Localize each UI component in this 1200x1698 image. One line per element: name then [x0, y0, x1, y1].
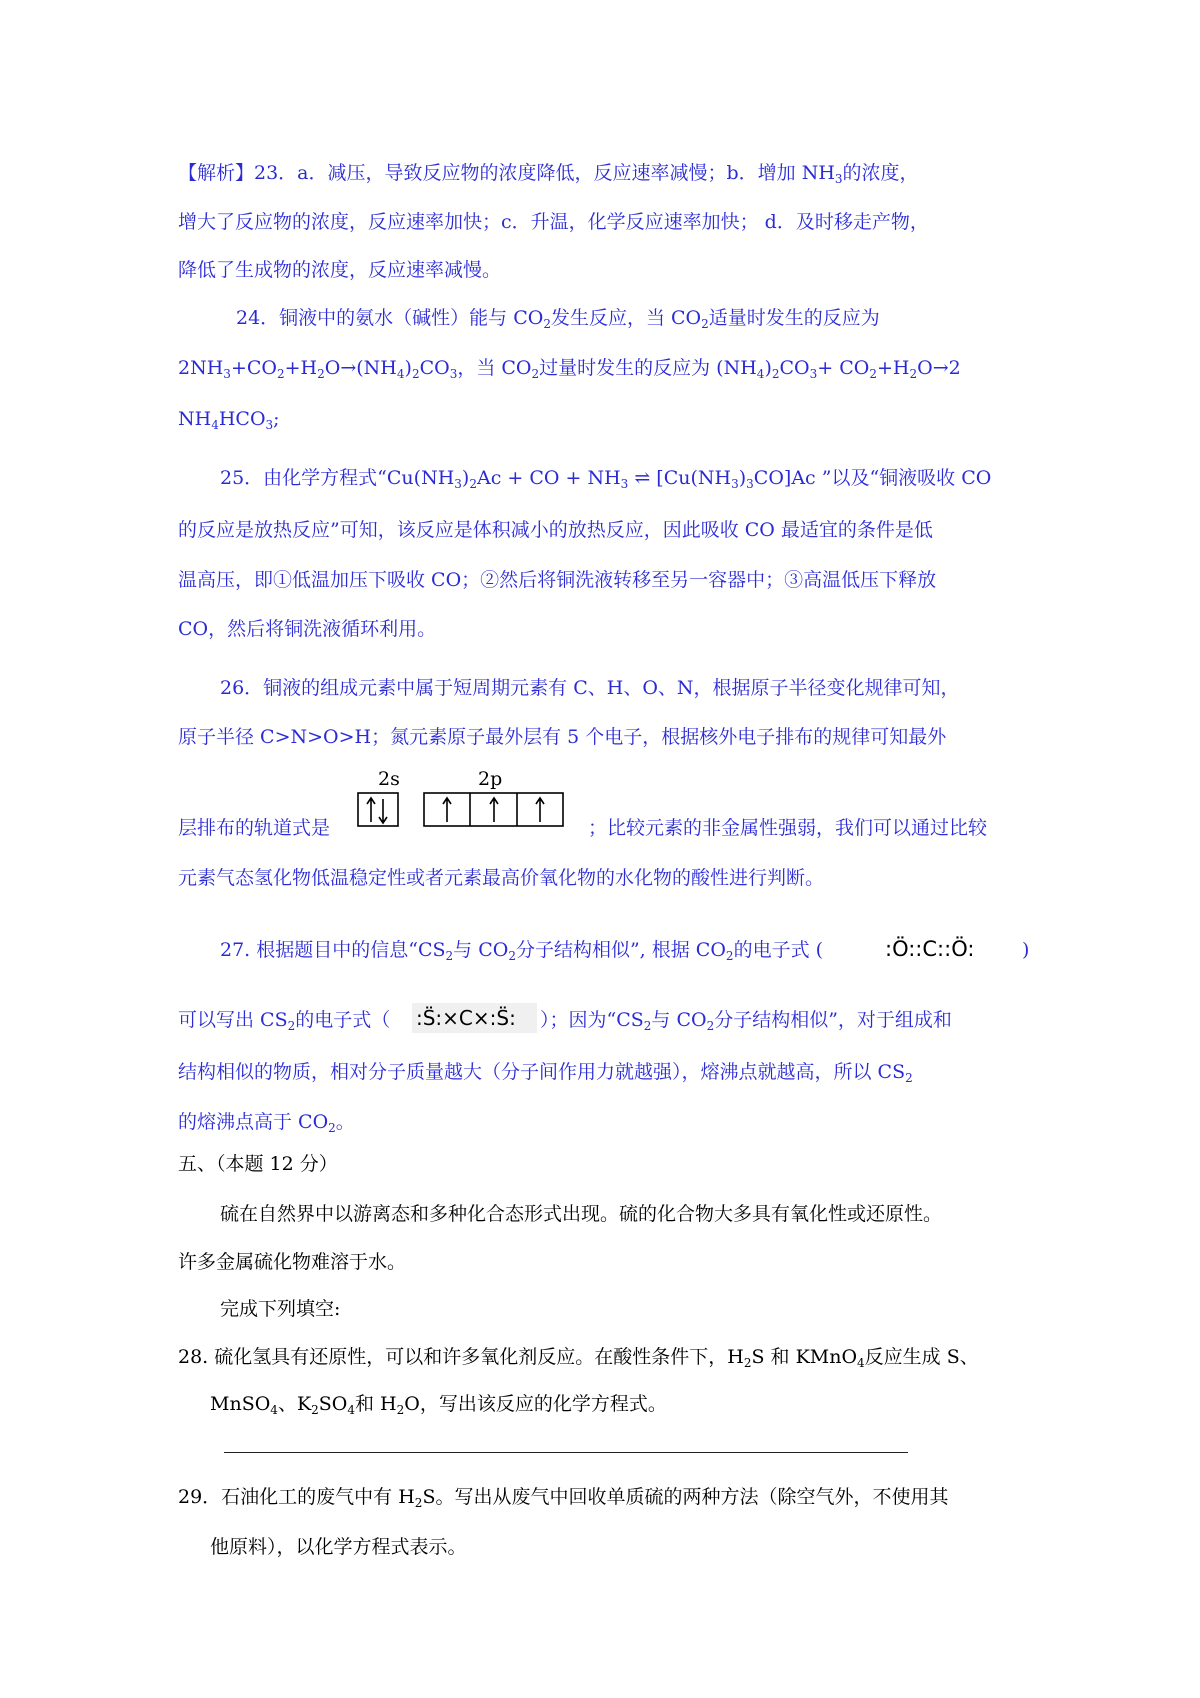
cs2-electron-formula	[412, 1003, 537, 1033]
answer-25-line-1: 25．由化学方程式“$Cu(NH_3)_2Ac$ + CO + $NH_3$ ⇌ $[Cu(NH_3)_3CO]Ac$ ”以及“铜液吸收 CO	[220, 467, 992, 491]
answer-27-line-1-close: )	[1022, 939, 1030, 961]
section-5-para-2: 许多金属硫化物难溶于水。	[178, 1251, 407, 1273]
answer-23-line-3: 降低了生成物的浓度，反应速率减慢。	[178, 259, 502, 281]
orbital-diagram	[356, 768, 568, 830]
answer-25-line-2: 的反应是放热反应”可知，该反应是体积减小的放热反应，因此吸收 CO 最适宜的条件是低	[178, 519, 933, 541]
answer-24-line-2: $2NH_3+CO_2+H_2O\to(NH_4)_2CO_3$，当 $CO_2$过量时发生的反应为 $(NH_4)_2CO_3+ CO_2+H_2O\to 2$	[178, 357, 961, 381]
answer-25-line-3: 温高压，即①低温加压下吸收 CO；②然后将铜洗液转移至另一容器中；③高温低压下释放	[178, 569, 937, 591]
svg-text::Ö::C::Ö:: :Ö::C::Ö:	[885, 937, 975, 961]
orbital-2p-label: 2p	[478, 768, 503, 790]
question-28-line-2: MnSO$_4$、$K_2SO_4$和 $H_2O$，写出该反应的化学方程式。	[210, 1393, 667, 1417]
section-5-para-1: 硫在自然界中以游离态和多种化合态形式出现。硫的化合物大多具有氧化性或还原性。	[220, 1203, 943, 1225]
answer-24-line-3: $NH_4HCO_3$;	[178, 408, 280, 432]
answer-27-line-1: 27. 根据题目中的信息“$CS_2$与 $CO_2$分子结构相似”, 根据 $CO_2$的电子式 (	[220, 939, 824, 963]
answer-26-line-3b: ；比较元素的非金属性强弱，我们可以通过比较	[588, 817, 988, 839]
answer-26-line-2: 原子半径 C>N>O>H；氮元素原子最外层有 5 个电子，根据核外电子排布的规律可知最外	[178, 726, 947, 748]
orbital-2p-boxes	[424, 793, 563, 826]
answer-23-line-1: 【解析】23．a．减压，导致反应物的浓度降低，反应速率减慢；b．增加 $NH_3$的浓度，	[178, 162, 919, 186]
answer-26-line-4: 元素气态氢化物低温稳定性或者元素最高价氧化物的水化物的酸性进行判断。	[178, 867, 825, 889]
answer-25-line-4: CO，然后将铜洗液循环利用。	[178, 618, 437, 640]
answer-24-line-1: 24．铜液中的氨水（碱性）能与 $CO_2$发生反应，当 $CO_2$适量时发生的反应为	[236, 307, 880, 331]
section-5-heading: 五、（本题 12 分）	[178, 1153, 338, 1175]
answer-27-line-2a: 可以写出 $CS_2$的电子式（	[178, 1009, 391, 1033]
orbital-2s-box	[358, 793, 398, 826]
answer-27-line-3: 结构相似的物质，相对分子质量越大（分子间作用力就越强），熔沸点就越高，所以 $CS_2$	[178, 1061, 913, 1085]
answer-23-line-2: 增大了反应物的浓度，反应速率加快；c．升温，化学反应速率加快； d．及时移走产物，	[178, 211, 929, 233]
answer-blank-line[interactable]	[224, 1452, 908, 1453]
svg-text::S̈:×C×:S̈:: :S̈:×C×:S̈:	[416, 1006, 516, 1030]
answer-27-line-2b: ）；因为“$CS_2$与 $CO_2$分子结构相似”，对于组成和	[540, 1009, 952, 1033]
answer-26-line-1: 26．铜液的组成元素中属于短周期元素有 C、H、O、N，根据原子半径变化规律可知，	[220, 677, 960, 699]
answer-26-line-3a: 层排布的轨道式是	[178, 817, 331, 839]
co2-electron-formula	[883, 934, 1019, 964]
orbital-2s-label: 2s	[378, 768, 400, 790]
question-28-line-1: 28. 硫化氢具有还原性，可以和许多氧化剂反应。在酸性条件下，$H_2S$ 和 KMnO$_4$反应生成 S、	[178, 1346, 979, 1370]
question-29-line-2: 他原料），以化学方程式表示。	[210, 1536, 467, 1558]
question-29-line-1: 29．石油化工的废气中有 $H_2S$。写出从废气中回收单质硫的两种方法（除空气外，不使用其	[178, 1486, 949, 1510]
section-5-para-3: 完成下列填空:	[220, 1298, 341, 1320]
answer-27-line-4: 的熔沸点高于 $CO_2$。	[178, 1111, 355, 1135]
